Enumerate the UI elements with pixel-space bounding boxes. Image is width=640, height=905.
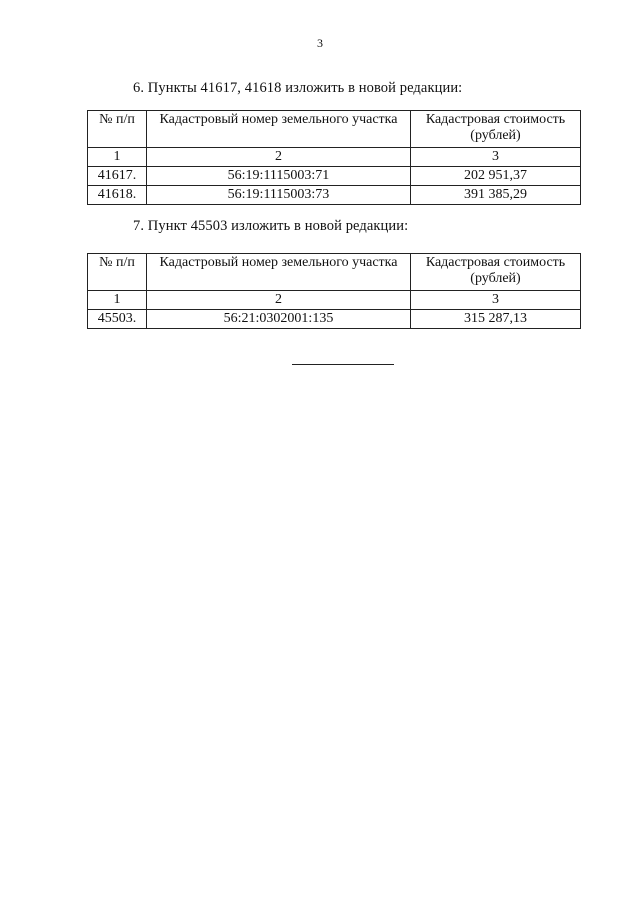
column-number-cell: 3 xyxy=(411,291,581,310)
cadastral-value-cell: 202 951,37 xyxy=(411,167,581,186)
column-number-cell: 1 xyxy=(88,148,147,167)
section-6-heading: 6. Пункты 41617, 41618 изложить в новой редакции: xyxy=(133,80,463,96)
column-number-row xyxy=(88,148,581,167)
column-number-cell: 2 xyxy=(147,148,411,167)
header-cadastral-value: Кадастровая стоимость (рублей) xyxy=(411,111,581,148)
header-cadastral-value: Кадастровая стоимость (рублей) xyxy=(411,254,581,291)
cadastral-value-cell: 315 287,13 xyxy=(411,310,581,329)
header-cadastral-number: Кадастровый номер земельного участка xyxy=(147,254,411,291)
row-number-cell: 45503. xyxy=(88,310,147,329)
column-number-cell: 1 xyxy=(88,291,147,310)
cadastral-value-cell: 391 385,29 xyxy=(411,186,581,205)
table-header-row xyxy=(88,254,581,291)
header-number: № п/п xyxy=(88,111,147,148)
column-number-cell: 2 xyxy=(147,291,411,310)
cadastral-table-section-6 xyxy=(87,110,581,205)
cadastral-number-cell: 56:19:1115003:73 xyxy=(147,186,411,205)
column-number-cell: 3 xyxy=(411,148,581,167)
table-row xyxy=(88,167,581,186)
closing-divider xyxy=(292,364,394,365)
header-number: № п/п xyxy=(88,254,147,291)
table-row xyxy=(88,186,581,205)
column-number-row xyxy=(88,291,581,310)
header-cadastral-number: Кадастровый номер земельного участка xyxy=(147,111,411,148)
page-number: 3 xyxy=(317,36,323,50)
table-header-row xyxy=(88,111,581,148)
cadastral-table-section-7 xyxy=(87,253,581,329)
row-number-cell: 41618. xyxy=(88,186,147,205)
cadastral-number-cell: 56:19:1115003:71 xyxy=(147,167,411,186)
row-number-cell: 41617. xyxy=(88,167,147,186)
section-7-heading: 7. Пункт 45503 изложить в новой редакции: xyxy=(133,218,409,234)
table-row xyxy=(88,310,581,329)
cadastral-number-cell: 56:21:0302001:135 xyxy=(147,310,411,329)
